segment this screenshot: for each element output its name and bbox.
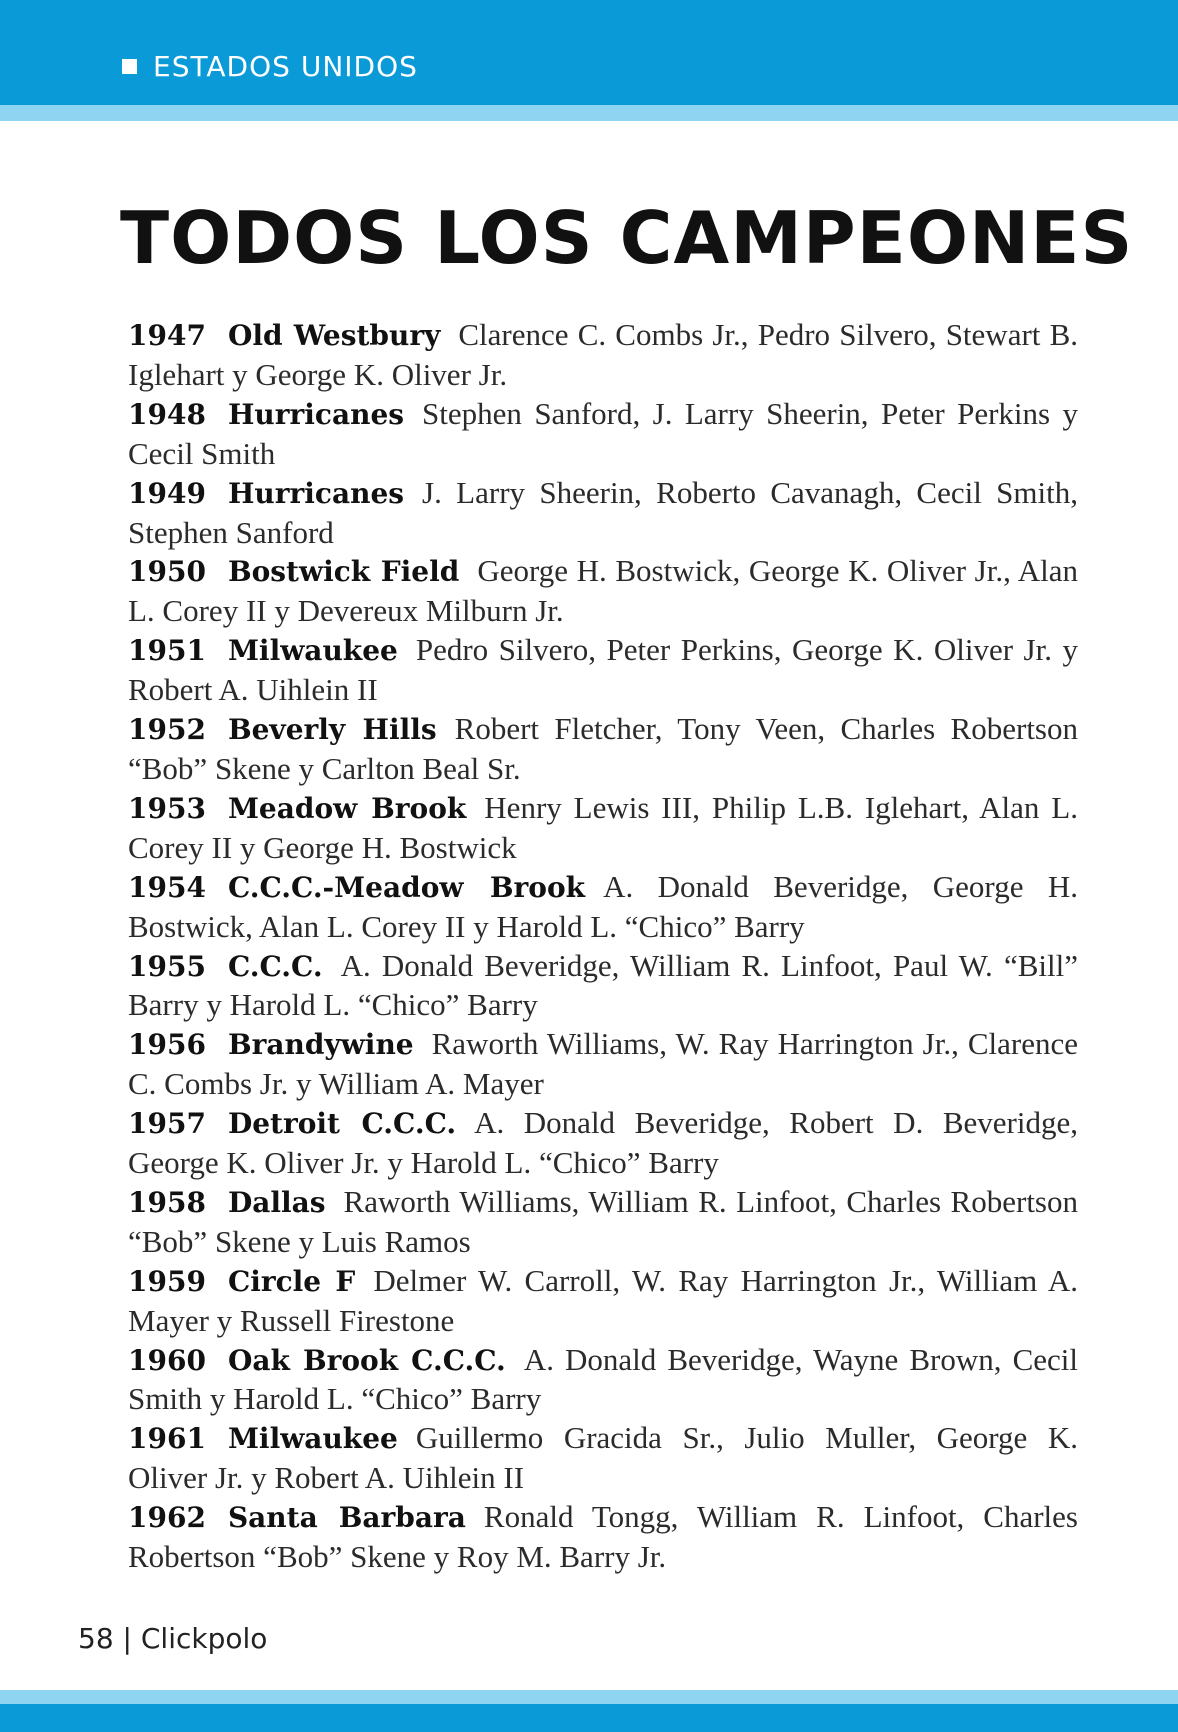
champion-year: 1949 (128, 476, 206, 510)
champion-team: Milwaukee (227, 634, 398, 668)
champion-entry (128, 395, 1078, 474)
champion-players: A. Donald Beveridge, William R. Linfoot, Paul W. “Bill” Barry y Harold L. “Chico” Barry (128, 947, 1078, 1023)
champion-players: A. Donald Beveridge, Robert D. Beveridge, George K. Oliver Jr. y Harold L. “Chico” Barry (128, 1105, 1078, 1181)
champion-entry (128, 474, 1078, 553)
champion-entry (128, 552, 1078, 631)
champion-players: George H. Bostwick, George K. Oliver Jr., Alan L. Corey II y Devereux Milburn Jr. (128, 553, 1078, 629)
footer-stripe (0, 1690, 1178, 1704)
champion-year: 1961 (128, 1422, 206, 1456)
champion-players: Raworth Williams, William R. Linfoot, Charles Robertson “Bob” Skene y Luis Ramos (128, 1183, 1078, 1259)
champion-players: J. Larry Sheerin, Roberto Cavanagh, Cecil Smith, Stephen Sanford (128, 474, 1078, 550)
champion-players: Stephen Sanford, J. Larry Sheerin, Peter Perkins y Cecil Smith (128, 395, 1078, 471)
champion-entry (128, 947, 1078, 1026)
champion-team: C.C.C. (227, 949, 323, 983)
champion-team: Hurricanes (227, 397, 405, 431)
champion-entry (128, 631, 1078, 710)
champion-team: Circle F (227, 1264, 356, 1298)
champion-entry (128, 1262, 1078, 1341)
champion-team: Beverly Hills (227, 713, 437, 747)
champion-team: Oak Brook C.C.C. (227, 1343, 506, 1377)
champion-year: 1955 (128, 949, 206, 983)
champion-team: Detroit C.C.C. (227, 1107, 457, 1141)
section-label (122, 50, 418, 83)
champion-players: Pedro Silvero, Peter Perkins, George K. Oliver Jr. y Robert A. Uihlein II (128, 632, 1078, 708)
champion-year: 1954 (128, 870, 206, 904)
champion-entry (128, 1104, 1078, 1183)
champion-year: 1956 (128, 1028, 206, 1062)
champion-team: Old Westbury (227, 319, 441, 352)
champion-year: 1957 (128, 1107, 206, 1141)
champion-team: Milwaukee (227, 1422, 398, 1456)
champion-team: Dallas (227, 1185, 326, 1219)
champion-players: Delmer W. Carroll, W. Ray Harrington Jr., William A. Mayer y Russell Firestone (128, 1262, 1078, 1338)
champion-year: 1951 (128, 634, 206, 668)
page-title: TODOS LOS CAMPEONES (120, 196, 1134, 280)
footer-bar (0, 1704, 1178, 1732)
champion-entry (128, 789, 1078, 868)
champion-year: 1950 (128, 555, 206, 589)
page-footer: 58 | Clickpolo (78, 1622, 268, 1655)
champion-year: 1953 (128, 791, 206, 825)
champion-year: 1948 (128, 397, 206, 431)
champion-entry (128, 1025, 1078, 1104)
champion-entry (128, 1341, 1078, 1420)
champion-team: Bostwick Field (227, 555, 460, 589)
champion-year: 1962 (128, 1501, 206, 1535)
champion-team: Brandywine (227, 1028, 414, 1062)
champion-players: Clarence C. Combs Jr., Pedro Silvero, Stewart B. Iglehart y George K. Oliver Jr. (128, 317, 1078, 392)
champion-year: 1947 (128, 319, 206, 352)
champion-players: Raworth Williams, W. Ray Harrington Jr., Clarence C. Combs Jr. y William A. Mayer (128, 1026, 1078, 1102)
champion-team: Hurricanes (227, 476, 405, 510)
section-label-text: ESTADOS UNIDOS (153, 50, 418, 83)
champion-entry (128, 1419, 1078, 1498)
champion-team: C.C.C.-Meadow Brook (227, 870, 586, 904)
champion-entry (128, 1183, 1078, 1262)
champion-team: Meadow Brook (227, 791, 467, 825)
champion-players: Ronald Tongg, William R. Linfoot, Charles Robertson “Bob” Skene y Roy M. Barry Jr. (128, 1499, 1078, 1575)
champion-team: Santa Barbara (227, 1501, 466, 1535)
champion-year: 1960 (128, 1343, 206, 1377)
champion-players: A. Donald Beveridge, George H. Bostwick, Alan L. Corey II y Harold L. “Chico” Barry (128, 868, 1078, 944)
champion-players: Henry Lewis III, Philip L.B. Iglehart, Alan L. Corey II y George H. Bostwick (128, 789, 1078, 865)
champion-entry (128, 316, 1078, 395)
champion-players: Guillermo Gracida Sr., Julio Muller, George K. Oliver Jr. y Robert A. Uihlein II (128, 1420, 1078, 1496)
champion-entry (128, 868, 1078, 947)
champion-entry (128, 710, 1078, 789)
champion-year: 1959 (128, 1264, 206, 1298)
header-stripe (0, 105, 1178, 121)
champion-year: 1952 (128, 713, 206, 747)
bullet-square-icon (122, 59, 137, 74)
champion-players: A. Donald Beveridge, Wayne Brown, Cecil Smith y Harold L. “Chico” Barry (128, 1341, 1078, 1417)
champion-year: 1958 (128, 1185, 206, 1219)
champion-players: Robert Fletcher, Tony Veen, Charles Robertson “Bob” Skene y Carlton Beal Sr. (128, 711, 1078, 786)
champion-entry (128, 1498, 1078, 1577)
champions-list (128, 316, 1078, 1577)
